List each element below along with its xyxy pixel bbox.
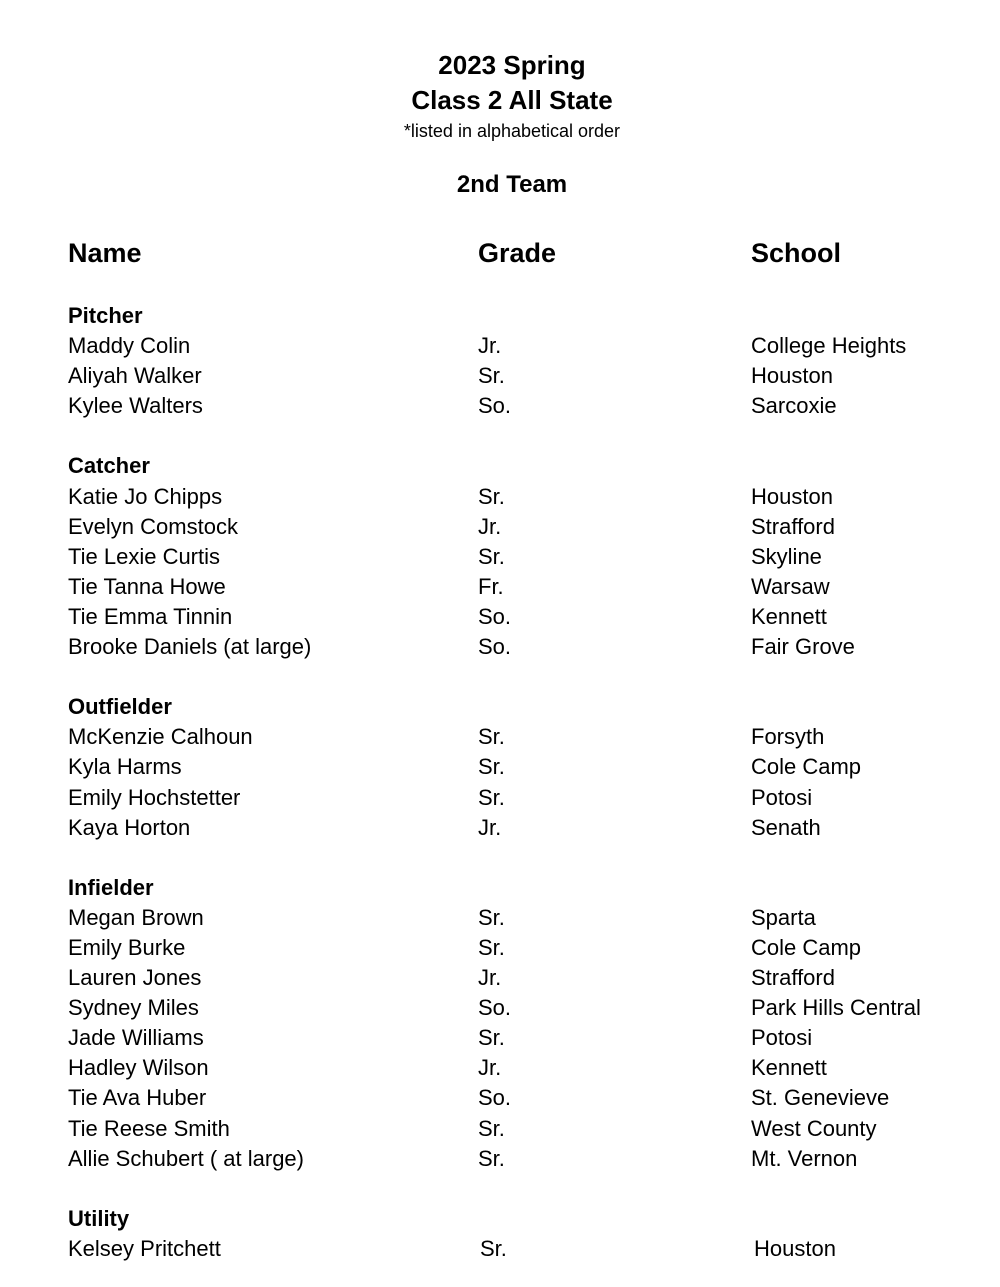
player-row (0, 482, 1000, 512)
player-school: Warsaw (751, 573, 830, 599)
player-name: Tie Ava Huber (68, 1085, 207, 1111)
player-name: Aliyah Walker (68, 363, 202, 389)
player-name: Jade Williams (68, 1025, 204, 1051)
roster-list (0, 301, 1000, 1264)
player-row (0, 903, 1000, 933)
player-row (0, 331, 1000, 361)
player-grade: Sr. (478, 543, 505, 569)
player-grade: Jr. (478, 965, 502, 991)
player-row (0, 602, 1000, 632)
column-header-grade: Grade (478, 238, 557, 268)
section-heading (0, 301, 1000, 331)
order-note: *listed in alphabetical order (403, 121, 621, 141)
player-grade: So. (478, 603, 512, 629)
player-name: Kaya Horton (68, 814, 191, 840)
player-grade: So. (478, 634, 512, 660)
player-school: Sarcoxie (751, 393, 837, 419)
player-row (0, 813, 1000, 843)
player-row (0, 572, 1000, 602)
player-name: McKenzie Calhoun (68, 724, 253, 750)
player-school: College Heights (751, 333, 907, 359)
player-row (0, 1114, 1000, 1144)
player-grade: So. (478, 995, 512, 1021)
section-title: Outfielder (68, 694, 172, 720)
player-row (0, 993, 1000, 1023)
player-name: Hadley Wilson (68, 1055, 209, 1081)
column-header-school: School (751, 238, 842, 268)
team-heading: 2nd Team (456, 171, 568, 198)
player-school: Kennett (751, 603, 827, 629)
player-school: Houston (751, 483, 833, 509)
section-title: Catcher (68, 453, 150, 479)
section-spacer (0, 421, 1000, 451)
player-row (0, 542, 1000, 572)
section-heading (0, 873, 1000, 903)
player-grade: Sr. (478, 934, 505, 960)
player-grade: Sr. (478, 784, 505, 810)
player-grade: Jr. (478, 1055, 502, 1081)
player-name: Kelsey Pritchett (68, 1235, 221, 1261)
player-row (0, 722, 1000, 752)
player-row (0, 512, 1000, 542)
player-grade: So. (478, 393, 512, 419)
player-name: Tie Lexie Curtis (68, 543, 221, 569)
section-spacer (0, 1174, 1000, 1204)
section-spacer (0, 843, 1000, 873)
title-class: Class 2 All State (411, 85, 613, 115)
player-row (0, 752, 1000, 782)
section-heading (0, 1204, 1000, 1234)
player-grade: Sr. (478, 1145, 505, 1171)
player-school: Houston (751, 363, 833, 389)
player-grade: Sr. (478, 1025, 505, 1051)
player-name: Lauren Jones (68, 965, 202, 991)
player-school: Fair Grove (751, 634, 855, 660)
player-school: Houston (754, 1235, 836, 1261)
player-school: Kennett (751, 1055, 827, 1081)
player-grade: Sr. (478, 1115, 505, 1141)
player-grade: So. (478, 1085, 512, 1111)
section-heading (0, 692, 1000, 722)
section-title: Infielder (68, 874, 154, 900)
player-school: Potosi (751, 1025, 813, 1051)
player-school: Forsyth (751, 724, 825, 750)
player-grade: Fr. (478, 573, 504, 599)
player-row (0, 391, 1000, 421)
player-school: Sparta (751, 904, 816, 930)
player-grade: Sr. (478, 904, 505, 930)
player-grade: Jr. (478, 814, 502, 840)
player-name: Emily Hochstetter (68, 784, 241, 810)
player-school: Skyline (751, 543, 822, 569)
player-name: Kylee Walters (68, 393, 203, 419)
player-name: Allie Schubert ( at large) (68, 1145, 304, 1171)
player-school: Park Hills Central (751, 995, 921, 1021)
player-row (0, 783, 1000, 813)
player-name: Brooke Daniels (at large) (68, 634, 312, 660)
player-name: Tie Reese Smith (68, 1115, 230, 1141)
player-grade: Sr. (478, 483, 505, 509)
player-row (0, 1053, 1000, 1083)
player-grade: Sr. (478, 363, 505, 389)
player-school: Mt. Vernon (751, 1145, 858, 1171)
player-name: Megan Brown (68, 904, 204, 930)
player-name: Sydney Miles (68, 995, 199, 1021)
player-school: Cole Camp (751, 754, 862, 780)
player-school: St. Genevieve (751, 1085, 890, 1111)
player-school: West County (751, 1115, 877, 1141)
player-school: Senath (751, 814, 821, 840)
player-name: Tie Emma Tinnin (68, 603, 233, 629)
player-name: Evelyn Comstock (68, 513, 238, 539)
player-row (0, 963, 1000, 993)
player-grade: Sr. (480, 1235, 507, 1261)
player-row (0, 1023, 1000, 1053)
section-spacer (0, 662, 1000, 692)
player-school: Cole Camp (751, 934, 862, 960)
player-school: Potosi (751, 784, 813, 810)
player-grade: Jr. (478, 333, 502, 359)
player-name: Katie Jo Chipps (68, 483, 223, 509)
player-name: Kyla Harms (68, 754, 182, 780)
section-heading (0, 451, 1000, 481)
player-name: Maddy Colin (68, 333, 191, 359)
player-grade: Jr. (478, 513, 502, 539)
player-row (0, 1083, 1000, 1113)
column-header-name: Name (68, 238, 142, 268)
title-year: 2023 Spring (438, 50, 586, 80)
section-title: Utility (68, 1205, 130, 1231)
player-name: Tie Tanna Howe (68, 573, 226, 599)
player-row (0, 632, 1000, 662)
player-name: Emily Burke (68, 934, 186, 960)
player-row (0, 361, 1000, 391)
player-row (0, 1144, 1000, 1174)
section-title: Pitcher (68, 303, 143, 328)
player-row (0, 933, 1000, 963)
player-grade: Sr. (478, 754, 505, 780)
player-grade: Sr. (478, 724, 505, 750)
player-school: Strafford (751, 965, 835, 991)
player-school: Strafford (751, 513, 835, 539)
player-row (0, 1234, 1000, 1264)
